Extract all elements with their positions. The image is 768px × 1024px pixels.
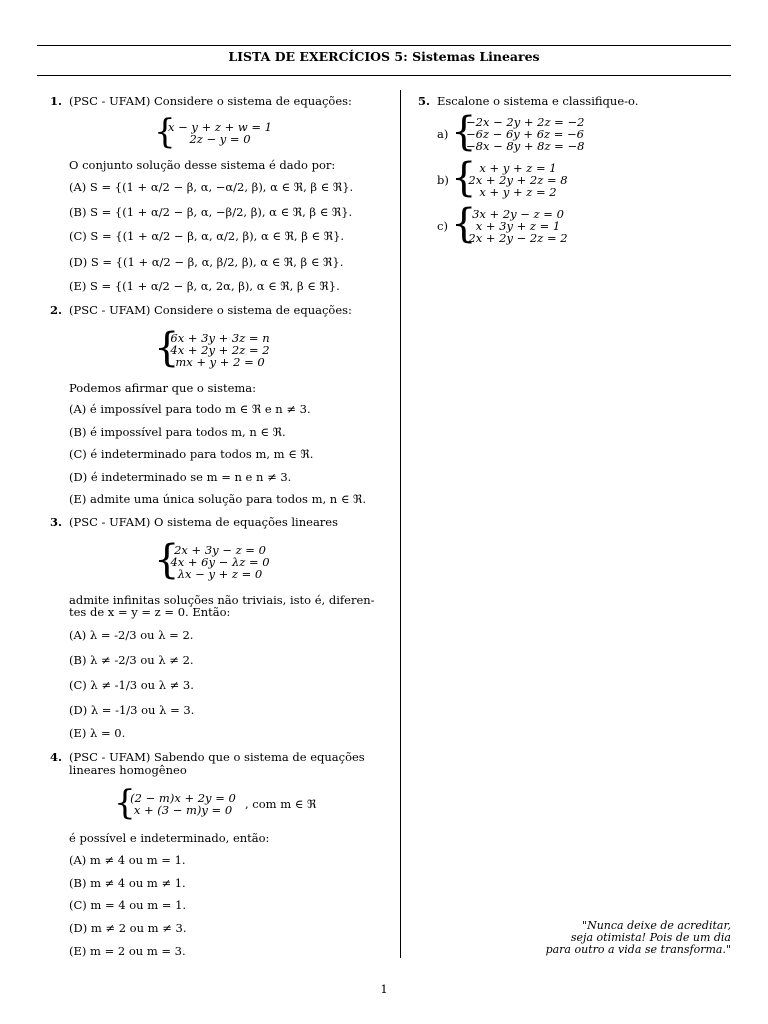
option-b: (B) m ≠ 4 ou m ≠ 1.	[69, 876, 186, 890]
equation: 4x + 2y + 2z = 2	[170, 343, 270, 357]
equation: x − y + z + w = 1	[168, 120, 272, 134]
option-b: (B) S = {(1 + α/2 − β, α, −β/2, β), α ∈ ℜ, β ∈ ℜ}.	[69, 205, 353, 219]
option-c: (C) λ ≠ -1/3 ou λ ≠ 3.	[69, 678, 194, 692]
option-e: (E) S = {(1 + α/2 − β, α, 2α, β), α ∈ ℜ, β ∈ ℜ}.	[69, 279, 340, 293]
equation: 2z − y = 0	[189, 132, 251, 146]
equation: x + (3 − m)y = 0	[133, 803, 233, 817]
question-prompt: Escalone o sistema e classifique-o.	[437, 94, 639, 108]
option-d: (D) é indeterminado se m = n e n ≠ 3.	[69, 470, 292, 484]
motivational-quote	[546, 920, 731, 956]
page-title: LISTA DE EXERCÍCIOS 5: Sistemas Lineares	[228, 49, 540, 64]
question-lead: admite infinitas soluções não triviais, isto é, diferen-	[69, 593, 375, 607]
equation: 6x + 3y + 3z = n	[170, 331, 270, 345]
equation: 3x + 2y − z = 0	[472, 207, 564, 221]
left-brace: {	[154, 537, 180, 583]
equation: −6z − 6y + 6z = −6	[466, 127, 584, 141]
question-number: 5.	[418, 94, 431, 108]
item-label: c)	[437, 219, 448, 233]
option-d: (D) S = {(1 + α/2 − β, α, β/2, β), α ∈ ℜ, β ∈ ℜ}.	[69, 255, 344, 269]
page-number: 1	[380, 982, 388, 996]
option-e: (E) λ = 0.	[69, 726, 126, 740]
equation: 4x + 6y − λz = 0	[170, 555, 270, 569]
question-prompt: (PSC - UFAM) Considere o sistema de equações:	[69, 94, 352, 108]
item-label: b)	[437, 173, 449, 187]
option-d: (D) λ = -1/3 ou λ = 3.	[69, 703, 195, 717]
question-number: 4.	[50, 750, 63, 764]
equation: (2 − m)x + 2y = 0	[130, 791, 236, 805]
left-brace: {	[114, 783, 136, 823]
option-d: (D) m ≠ 2 ou m ≠ 3.	[69, 921, 187, 935]
equation: mx + y + 2 = 0	[175, 355, 265, 369]
question-prompt: lineares homogêneo	[69, 763, 187, 777]
option-c: (C) é indeterminado para todos m, m ∈ ℜ.	[69, 447, 314, 461]
equation: x + 3y + z = 1	[475, 219, 561, 233]
column-divider	[400, 90, 401, 958]
option-c: (C) m = 4 ou m = 1.	[69, 898, 187, 912]
question-number: 2.	[50, 303, 63, 317]
equation: 2x + 3y − z = 0	[174, 543, 266, 557]
option-a: (A) λ = -2/3 ou λ = 2.	[69, 628, 194, 642]
title-rule	[37, 75, 731, 76]
equation: x + y + z = 2	[479, 185, 557, 199]
question-number: 3.	[50, 515, 63, 529]
left-brace: {	[154, 325, 180, 371]
option-e: (E) m = 2 ou m = 3.	[69, 944, 186, 958]
option-a: (A) m ≠ 4 ou m = 1.	[69, 853, 186, 867]
option-e: (E) admite uma única solução para todos m, n ∈ ℜ.	[69, 492, 367, 506]
option-c: (C) S = {(1 + α/2 − β, α, α/2, β), α ∈ ℜ, β ∈ ℜ}.	[69, 229, 345, 243]
left-brace: {	[451, 201, 477, 247]
option-a: (A) é impossível para todo m ∈ ℜ e n ≠ 3.	[69, 402, 311, 416]
option-b: (B) λ ≠ -2/3 ou λ ≠ 2.	[69, 653, 194, 667]
item-label: a)	[437, 127, 449, 141]
question-lead: O conjunto solução desse sistema é dado por:	[69, 158, 336, 172]
equation: x + y + z = 1	[479, 161, 557, 175]
question-prompt: (PSC - UFAM) Considere o sistema de equações:	[69, 303, 352, 317]
equation: λx − y + z = 0	[177, 567, 263, 581]
quote-line: "Nunca deixe de acreditar,	[582, 919, 731, 932]
question-prompt: (PSC - UFAM) Sabendo que o sistema de equações	[69, 750, 365, 764]
question-lead: tes de x = y = z = 0. Então:	[69, 605, 231, 619]
quote-line: seja otimista! Pois de um dia	[570, 931, 731, 944]
equation-suffix: , com m ∈ ℜ	[245, 797, 317, 811]
equation: 2x + 2y − 2z = 2	[468, 231, 568, 245]
option-a: (A) S = {(1 + α/2 − β, α, −α/2, β), α ∈ ℜ, β ∈ ℜ}.	[69, 180, 354, 194]
top-rule	[37, 45, 731, 46]
question-lead: é possível e indeterminado, então:	[69, 831, 270, 845]
equation: 2x + 2y + 2z = 8	[468, 173, 568, 187]
equation: −2x − 2y + 2z = −2	[466, 115, 585, 129]
question-lead: Podemos afirmar que o sistema:	[69, 381, 257, 395]
option-b: (B) é impossível para todos m, n ∈ ℜ.	[69, 425, 286, 439]
left-brace: {	[154, 112, 176, 152]
question-number: 1.	[50, 94, 63, 108]
equation: −8x − 8y + 8z = −8	[466, 139, 585, 153]
left-brace: {	[451, 109, 477, 155]
left-brace: {	[451, 155, 477, 201]
question-prompt: (PSC - UFAM) O sistema de equações lineares	[69, 515, 339, 529]
quote-line: para outro a vida se transforma."	[545, 943, 731, 956]
